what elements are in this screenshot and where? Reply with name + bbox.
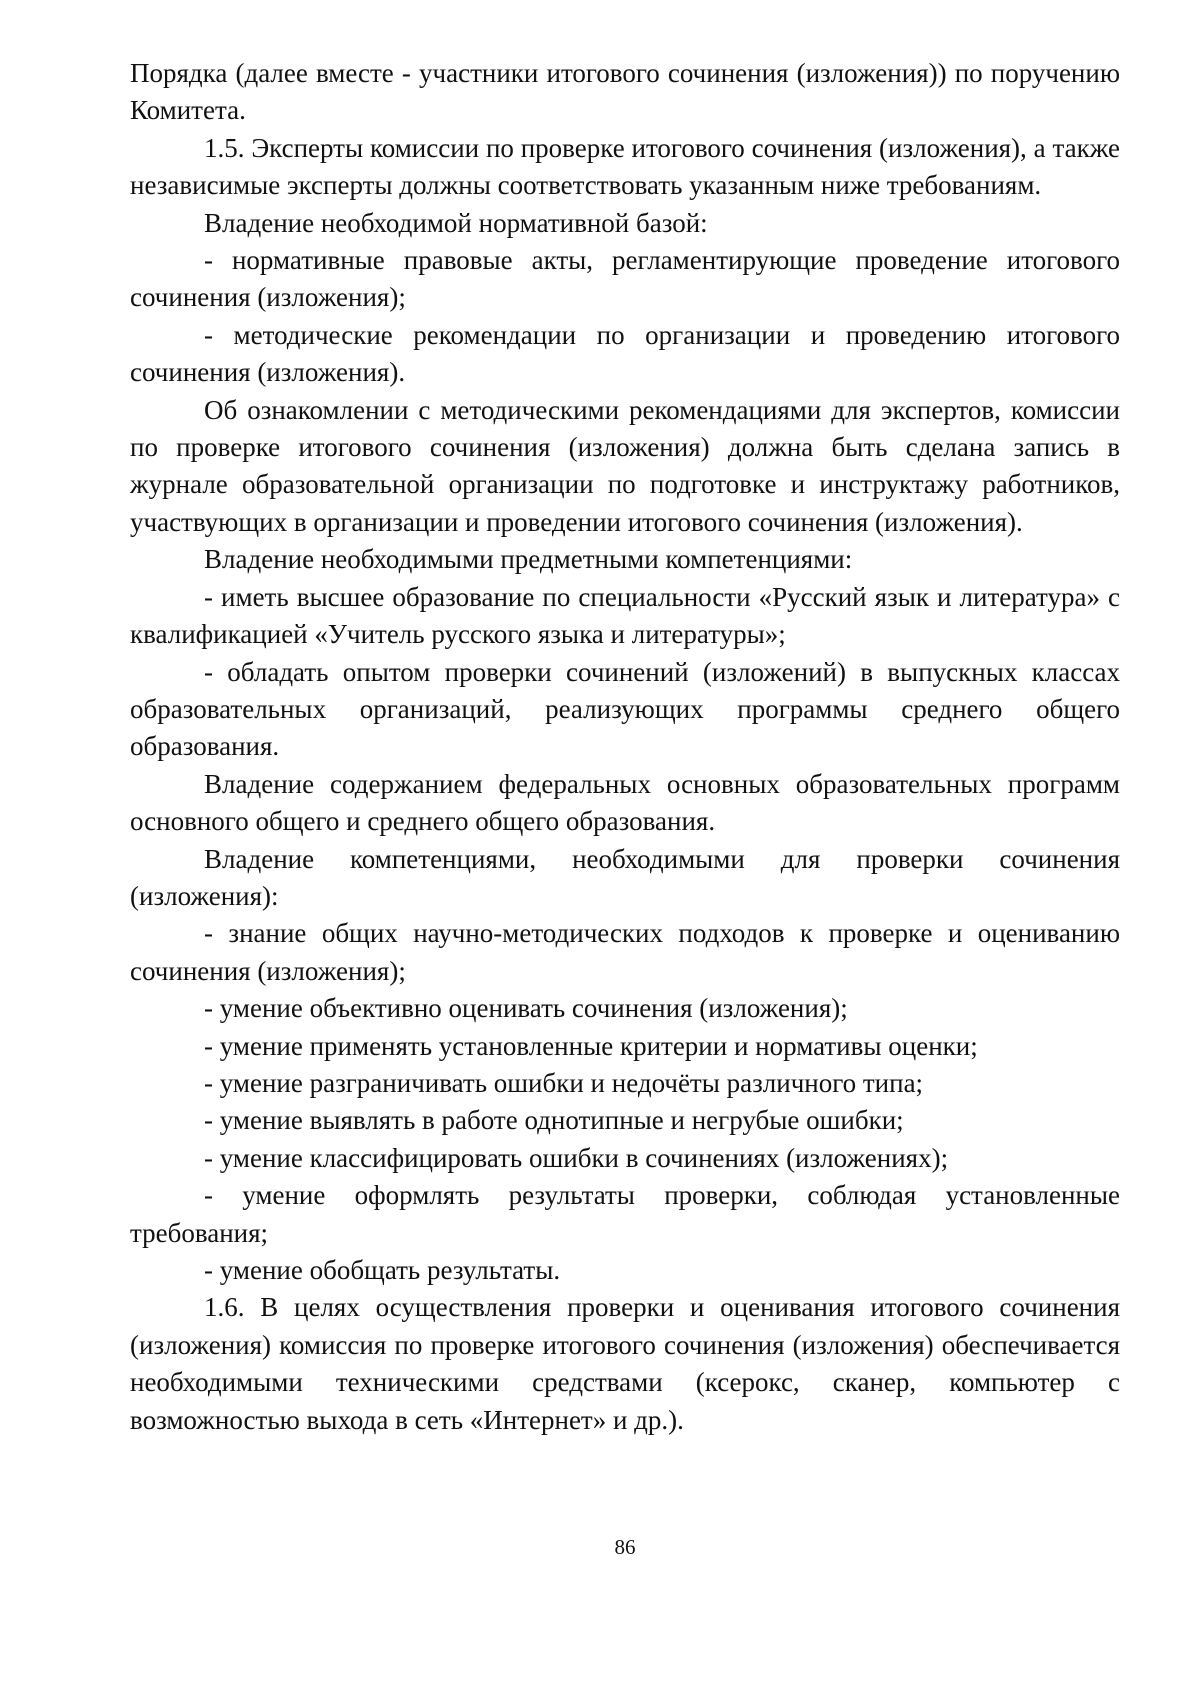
paragraph-familiarization-record: Об ознакомлении с методическими рекомендациями для экспертов, комиссии по проверке итогового сочинения (изложения) должна быть сделана запись в журнале образовательной организации по подготовке и инструктажу работников, участвующих в организации и проведении итогового сочинения (изложения). (130, 394, 1120, 537)
list-item-identify-errors: - умение выявлять в работе однотипные и негрубые ошибки; (204, 1105, 904, 1136)
list-item-checking-experience: - обладать опытом проверки сочинений (изложений) в выпускных классах образовательных организаций, реализующих программы среднего общего образования. (130, 656, 1120, 762)
paragraph-normative-base-heading: Владение необходимой нормативной базой: (204, 207, 708, 238)
paragraph-federal-programs: Владение содержанием федеральных основных образовательных программ основного общего и среднего общего образования. (130, 768, 1120, 837)
list-item-objective-assessment: - умение объективно оценивать сочинения (изложения); (204, 993, 848, 1024)
list-item-summarize-results: - умение обобщать результаты. (204, 1255, 561, 1285)
paragraph-continuation: Порядка (далее вместе - участники итогового сочинения (изложения)) по поручению Комитета. (130, 58, 1120, 126)
list-item-methodical-recommendations: - методические рекомендации по организации и проведению итогового сочинения (изложения). (130, 319, 1120, 388)
list-item-higher-education: - иметь высшее образование по специальности «Русский язык и литература» с квалификацией «Учитель русского языка и литературы»; (130, 581, 1120, 650)
document-body (130, 55, 1120, 1439)
list-item-normative-acts: - нормативные правовые акты, регламентирующие проведение итогового сочинения (изложения); (130, 245, 1120, 313)
list-item-classify-errors: - умение классифицировать ошибки в сочинениях (изложениях); (204, 1142, 949, 1173)
list-item-distinguish-errors: - умение разграничивать ошибки и недочёты различного типа; (204, 1067, 924, 1098)
paragraph-section-1-6: 1.6. В целях осуществления проверки и оценивания итогового сочинения (изложения) комиссия по проверке итогового сочинения (изложения) обеспечивается необходимыми техническими средствами (ксерокс, сканер, компьютер с возможностью выхода в сеть «Интернет» и др.). (130, 1292, 1120, 1435)
list-item-knowledge-approaches: - знание общих научно-методических подходов к проверке и оцениванию сочинения (изложения); (130, 918, 1120, 986)
list-item-apply-criteria: - умение применять установленные критерии и нормативы оценки; (204, 1030, 978, 1061)
list-item-format-results: - умение оформлять результаты проверки, соблюдая установленные требования; (130, 1180, 1120, 1248)
page-number: 86 (614, 1535, 636, 1559)
paragraph-section-1-5: 1.5. Эксперты комиссии по проверке итогового сочинения (изложения), а также независимые эксперты должны соответствовать указанным ниже требованиям. (130, 132, 1120, 201)
paragraph-checking-competencies-heading: Владение компетенциями, необходимыми для проверки сочинения (изложения): (130, 843, 1120, 911)
paragraph-subject-competencies-heading: Владение необходимыми предметными компетенциями: (204, 544, 853, 575)
